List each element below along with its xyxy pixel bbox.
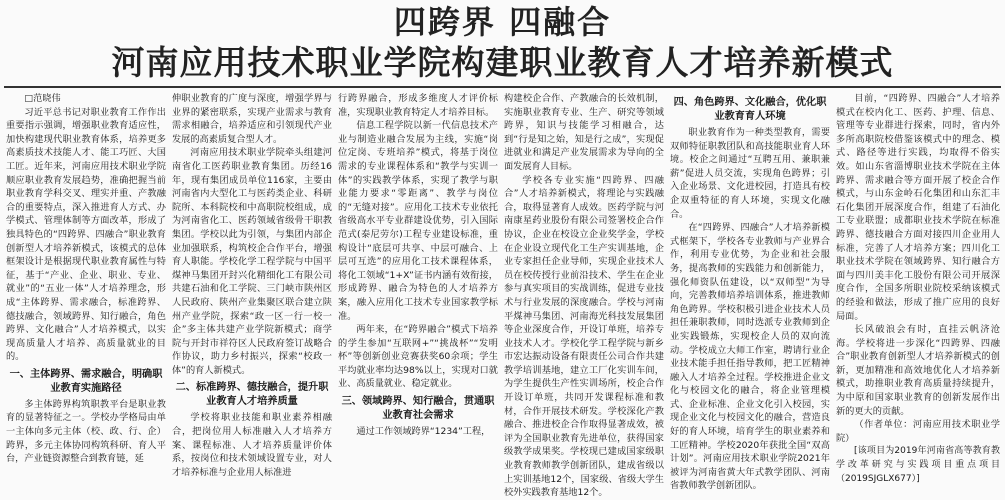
section-heading-4: 四、角色跨界、文化融合，优化职业教育育人环境 [673,97,827,122]
author-byline: □范晓伟 [24,93,61,104]
article-column-2 [172,92,332,478]
paragraph: 习近平总书记对职业教育工作作出重要指示强调，增强职业教育适应性，加快构建现代职业教育体系，培养更多高素质技术技能人才、能工巧匠、大国工匠。近年来，河南应用技术职业学院顺应职业教育发展趋势，准确把握当前职业教育学科交叉、理实并重、产教融合的重要特点，深入推进育人方式、办学模式、管理体制等方面改革，形成了独具特色的“四跨界、四融合”职业教育创新型人才培养新模式，该模式的总体框架设计是根据现代职业教育属性与特征，基于“产业、企业、职业、专业、就业”的“五业一体”人才培养理念，形成“主体跨界、需求融合，标准跨界、德技融合，领域跨界、知行融合，角色跨界、文化融合”人才培养模式，以实现高质量人才培养、高质量就业的目的。 [6,106,166,363]
article-column-5 [670,92,830,492]
paragraph: 目前，“四跨界、四融合”人才培养模式在校内化工、医药、护理、信息、管理等专业群进行探索，同时，省内外多所高职院校借鉴该模式中的理念、模式、路径等进行实践，均取得不俗实效。如山东省淄博职业技术学院在主体跨界、需求融合等方面开展了校企合作模式，与山东金岭石化集团和山东汇丰石化集团开展深度合作，组建了石油化工专业联盟；成都职业技术学院在标准跨界、德技融合方面对接四川企业用人标准，完善了人才培养方案；四川化工职业技术学院在领域跨界、知行融合方面与四川美丰化工股份有限公司开展深度合作，全国多所职业院校采纳该模式的经验和做法，形成了推广应用的良好局面。 [836,93,1000,322]
paragraph: 学校将职业技能和职业素养相融合，把岗位用人标准融入人才培养方案、课程标准、人才培养质量评价体系，按岗位和技术领域设置专业，对人才培养标准与企业用人标准进 [172,412,332,478]
article-column-1 [6,92,166,464]
author-affiliation: （作者单位：河南应用技术职业学院） [836,419,1000,444]
headline-subtitle: 河南应用技术职业学院构建职业教育人才培养新模式 [111,43,894,82]
paragraph: 伸职业教育的广度与深度，增强学界与业界的紧密联系，实现产业需求与教育需求相融合，培养适应和引领现代产业发展的高素质复合型人才。 [172,93,332,145]
headline-title: 四跨界 四融合 [393,3,612,41]
paragraph: 学校各专业实施“四跨界、四融合”人才培养新模式，将理论与实践融合，取得显著育人成效。医药学院与河南康星药业股份有限公司签署校企合作协议，企业在校设立企业奖学金，学校在企业设立现代化工生产实训基地，企业专家担任企业导师，实现企业技术人员在校传授行业前沿技术、学生在企业参与真实项目的实战训练，促进专业技术与行业发展的深度融合。学校与河南平煤神马集团、河南海光科技发展集团等企业深度合作，开设订单班，培养专业技术人才。学校化学工程学院与新乡市宏达振动设备有限责任公司合作共建教学培训基地，建立工厂化实训车间，为学生提供生产性实训场所，校企合作开设订单班，共同开发课程标准和教材，合作开展技术研发。学校深化产教融合、推进校企合作取得显著成效，被评为全国职业教育先进单位，获得国家级教学成果奖。学校现已建成国家级职业教育教师教学创新团队，建成省级以上实训基地12个，国家级、省级大学生校外实践教育基地12个。 [504,174,664,499]
headline-rule [4,86,1001,88]
paragraph: 构建校企合作、产教融合的长效机制，实施职业教育专业、生产、研究等领域跨界，知识与技能学习相融合，达到“行是知之始，知是行之成”，实现促进就业和满足产业发展需求为导向的全面发展育人目标。 [504,93,664,172]
paragraph: 在“四跨界、四融合”人才培养新模式框架下，学校各专业教师与产业界合作，利用专业优势，为企业和社会服务，提高教师的实践能力和创新能力，强化师资队伍建设，以“双师型”为导向，完善教师培养培训体系，推进教师角色跨界。学校积极引进企业技术人员担任兼职教师，同时选派专业教师到企业实践锻炼，实现校企人员的双向流动。学校成立大师工作室，聘请行业企业技术能手担任指导教师，把工匠精神融入人才培养全过程。学校推进企业文化与校园文化的融合，将企业管理模式、企业标准、企业文化引入校园，实现企业文化与校园文化的融合，营造良好的育人环境，培育学生的职业素养和工匠精神。学校2020年获批全国“双高计划”。河南应用技术职业学院2021年被评为河南省黄大年式教学团队、河南省教师教学创新团队。 [670,222,830,492]
paragraph: 行跨界融合，形成多维度人才评价标准，实现职业教育特定人才培养目标。 [338,93,498,118]
paragraph: 职业教育作为一种类型教育，需要双师特征职教团队和高技能职业育人环境。校企之间通过“互聘互用、兼职兼薪”促进人员交流，实现角色跨界；引入企业场景、文化进校园，打造具有校企双重特征的育人环境，实现文化融合。 [670,127,830,220]
article-column-3 [338,92,498,464]
section-heading-3: 三、领域跨界、知行融合，贯通职业教育社会需求 [341,396,495,422]
section-heading-2: 二、标准跨界、德技融合，提升职业教育人才培养质量 [175,382,329,408]
funding-note: [该项目为2019年河南省高等教育教学改革研究与实践项目重点项目（2019SJGLX677）] [836,446,1000,484]
article-column-6 [836,92,1000,484]
paragraph: 河南应用技术职业学院牵头组建河南省化工医药职业教育集团。历经16年，现有集团成员单位116家，主要由河南省内大型化工与医药类企业、科研院所、本科院校和中高职院校组成，成为河南省化工、医药领域省级骨干职教集团。学校以此为引领，与集团内部企业加强联系，构筑校企合作平台，增强育人职能。学校化学工程学院与中国平煤神马集团开封兴化精细化工有限公司共建石油和化工学院、三门峡市陕州区人民政府、陕州产业集聚区联合建立陕州产业学院，探索“政一区一行一校一企”多主体共建产业学院新模式；商学院与开封市祥符区人民政府签订战略合作协议，助力乡村振兴，探索“校政一体”的育人新模式。 [172,147,332,376]
article-column-4 [504,92,664,499]
paragraph: 多主体跨界构筑职教平台是职业教育的显著特征之一。学校办学格局由单一主体向多元主体（校、政、行、企）跨界，多元主体协同构筑科研、育人平台，产业链资源整合到教育链，延 [6,398,166,465]
paragraph: 两年来，在“跨界融合”模式下培养的学生参加“互联网+”“挑战杯”“发明杯”等创新创业竞赛获奖60余项；学生平均就业率均达98%以上，实现对口就业、高质量就业、稳定就业。 [338,324,498,390]
paragraph: 长风破浪会有时，直挂云帆济沧海。学校将进一步深化“四跨界、四融合”职业教育创新型人才培养新模式的创新，更加精准和高效地优化人才培养新模式，助推职业教育高质量持续提升，为中原和国家职业教育的创新发展作出新的更大的贡献。 [836,324,1000,417]
paragraph: 通过工作领域跨界“1234”工程， [356,426,491,438]
paragraph: 信息工程学院以新一代信息技术产业与制造业融合发展为主线，实施“岗位定岗、专班培养”模式，将基于岗位需求的专业课程体系和“教学与实训一体”的实践教学体系，实现了教学与职业能力要求“零距离”、教学与岗位的“无缝对接”。应用化工技术专业依托省级高水平专业群建设优势，引入国际范式(泰尼劳尔)工程专业建设标准，重构设计“底层可共享、中层可融合、上层可互选”的应用化工技术课程体系，将化工领域“1+X”证书内涵有效衔接，形成跨界、融合为特色的人才培养方案，融入应用化工技术专业国家教学标准。 [338,120,498,322]
section-heading-1: 一、主体跨界、需求融合，明确职业教育实施路径 [9,368,163,394]
